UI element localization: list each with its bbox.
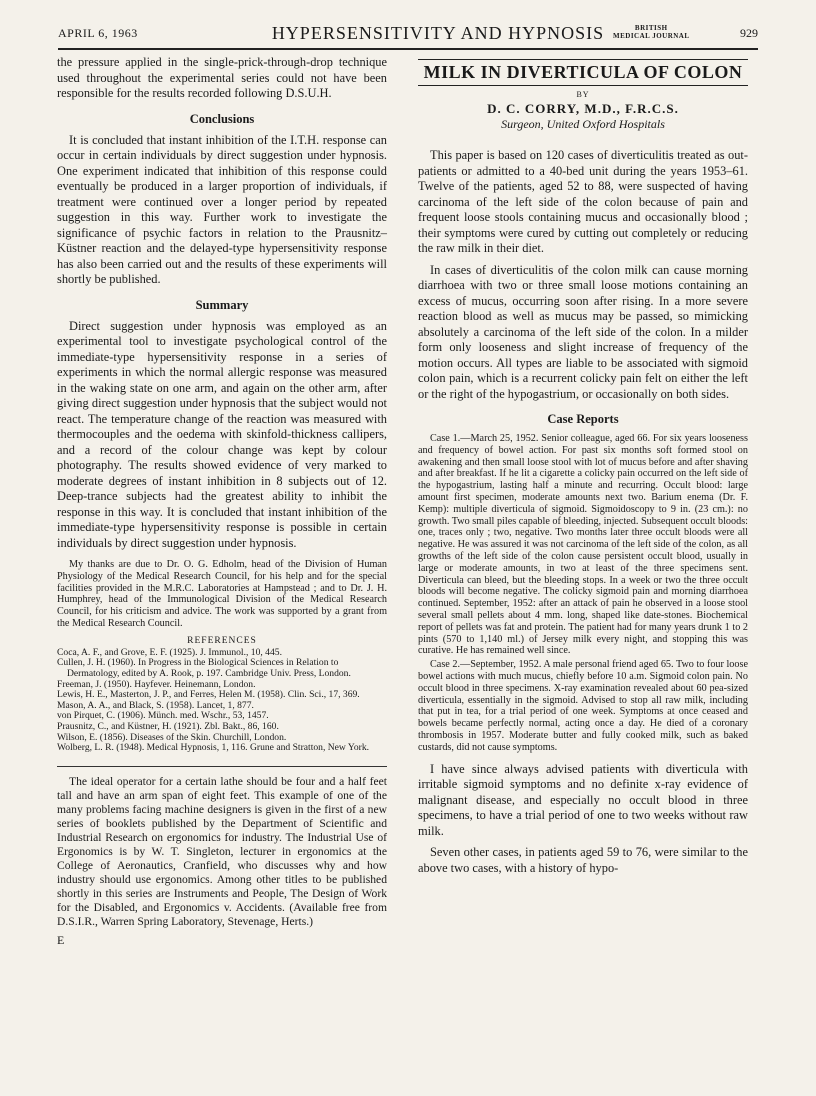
conclusions-heading: Conclusions xyxy=(189,111,255,126)
journal-name: BRITISH MEDICAL JOURNAL xyxy=(613,24,690,40)
references-list xyxy=(57,648,387,754)
left-column xyxy=(57,55,387,948)
reference-item: Freeman, J. (1950). Hayfever. Heinemann, London. xyxy=(57,678,256,690)
page-number: 929 xyxy=(740,26,758,40)
case-2-report: Case 2.—September, 1952. A male personal friend aged 65. Two to four loose bowel actions with much mucus, chiefly before 10 a.m. Sigmoid colon pain. No occult blood in three specimens. X-ray examination revealed about 60 pea-sized diverticula, essentially in the sigmoid. Advised to stop all raw milk, including that put in tea, for a trial period of one week. Symptoms at once ceased and bowels became perfectly normal, acting once a day. He died of a coronary thrombosis in 1957. Moderate butter and fully cooked milk, such as baked custards, did not cause symptoms. xyxy=(418,659,748,753)
ergonomics-notice: The ideal operator for a certain lathe should be four and a half feet tall and have an arm span of eight feet. This example of one of the many problems facing machine designers is given in the first of a new series of booklets published by the Department of Scientific and Industrial Research on ergonomics for industry. The Industrial Use of Ergonomics is by W. T. Singleton, lecturer in ergonomics at the College of Aeronautics, Cranfield, who discusses why and how industry should use ergonomics. Among other titles to be published shortly in this series are Instruments and People, The Design of Work for the Disabled, and Ergonomics v. Accidents. (Available free from D.S.I.R., Warren Spring Laboratory, Stevenage, Herts.) xyxy=(57,774,387,928)
conclusions-paragraph: It is concluded that instant inhibition of the I.T.H. response can occur in certain individuals by direct suggestion under hypnosis. One experiment indicated that inhibition of this response could eventually be produced in a larger proportion of individuals, if treatment were continued over a longer period by repeated suggestion in this way. Further work to investigate the significance of psychic factors in relation to the Prausnitz–Küstner reaction and the delayed-type hypersensitivity response has also been carried out and the results of these experiments will shortly be published. xyxy=(57,132,387,286)
reference-item: Mason, A. A., and Black, S. (1958). Lancet, 1, 877. xyxy=(57,699,254,711)
footer-mark: E xyxy=(57,932,65,947)
issue-date: APRIL 6, 1963 xyxy=(58,26,138,40)
reference-item: Coca, A. F., and Grove, E. F. (1925). J. Immunol., 10, 445. xyxy=(57,646,282,658)
section-divider xyxy=(57,766,387,767)
intro-paragraph: the pressure applied in the single-prick-through-drop technique used throughout the experimental series could not have been responsible for the results recorded following D.S.U.H. xyxy=(57,55,387,100)
case-1-report: Case 1.—March 25, 1952. Senior colleague, aged 66. For six years looseness and frequency of bowel action. For past six months soft formed stool on awakening and then small loose stool with lot of mucus before and after shaving and after breakfast. If he lit a cigarette a colicky pain occurred on the left side of the hypogastrium, lasting half a minute and recurring. Occult blood: large amount first specimen, moderate amounts next two. Barium enema (Dr. F. Kemp): multiple diverticula of sigmoid. Sigmoidoscopy to 9 in. (23 cm.): no growth. Two small piles capable of bleeding, injected. Subsequent occult bloods: one, traces only ; two, negative. Two months later three occult bloods were all negative. He was assured it was not carcinoma of the left side of the colon, as all growths of the left side of the colon cause persistent occult blood, usually in large or moderate amounts, in two at least of the three specimens sent. Diverticula can bleed, but the bleeding stops. In a week or two the three occult bloods will become negative. The colicky sigmoid pain and morning diarrhoea continued. September, 1952: after an attack of pain he observed in a loose stool several small pellets about 4 mm. long, shaped like date-stones. Biochemical report of pellets was fat and protein. The patient had for many years drunk 1 to 2 pints (570 to 1,140 ml.) of Jersey milk every night, and stopping this was curative. He has remained well since. xyxy=(418,433,748,657)
reference-item: Wilson, E. (1856). Diseases of the Skin. Churchill, London. xyxy=(57,731,287,743)
acknowledgements: My thanks are due to Dr. O. G. Edholm, head of the Division of Human Physiology of the Medical Research Council, for his help and for the special facilities provided in the M.R.C. Laboratories at Hampstead ; and to Dr. J. H. Humphrey, head of the Immunological Division of the Medical Research Council, for his criticism and advice. The work was supported by a grant from the Medical Research Council. xyxy=(57,559,387,629)
article-title: MILK IN DIVERTICULA OF COLON xyxy=(418,59,748,86)
reference-item: Prausnitz, C., and Küstner, H. (1921). Zbl. Bakt., 86, 160. xyxy=(57,720,279,732)
case-reports-heading: Case Reports xyxy=(547,412,619,426)
reference-item: Lewis, H. E., Masterton, J. P., and Ferres, Helen M. (1958). Clin. Sci., 17, 369. xyxy=(57,689,360,701)
byline-by: BY xyxy=(576,90,590,99)
reference-item: Wolberg, L. R. (1948). Medical Hypnosis, 1, 116. Grune and Stratton, New York. xyxy=(57,742,370,754)
running-header xyxy=(58,24,758,50)
references-heading: REFERENCES xyxy=(187,635,257,646)
body-paragraph: I have since always advised patients with diverticula with irritable sigmoid symptoms and no definite x-ray evidence of malignant disease, and especially no occult blood in three specimens, to have a trial period of one to two weeks without raw milk. xyxy=(418,761,748,838)
body-paragraph: Seven other cases, in patients aged 59 to 76, were similar to the above two cases, with a history of hypo- xyxy=(418,845,748,875)
reference-item: Cullen, J. H. (1960). In Progress in the Biological Sciences in Relation to Dermatology, edited by A. Rook, p. 197. Cambridge Univ. Press, London. xyxy=(57,657,351,679)
summary-paragraph: Direct suggestion under hypnosis was employed as an experimental tool to investigate psychological control of the immediate-type hypersensitivity response in a series of experiments in which the normal allergic response was measured in the waking state on one arm, and again on the other arm, after giving direct suggestion under hypnosis that the subject would not react. The temperature change of the reaction was measured with thermocouples and the oedema with skinfold-thickness callipers, and a record of the colour change was kept by colour photography. The results showed evidence of very marked to moderate degrees of instant inhibition in 8 subjects out of 12. Deep-trance subjects had the greatest ability to inhibit the response in this way. It is concluded that instant inhibition of the immediate-type hypersensitivity response is possible in certain individuals by direct suggestion under hypnosis. xyxy=(57,318,387,550)
right-column xyxy=(418,55,748,876)
reference-item: von Pirquet, C. (1906). Münch. med. Wschr., 53, 1457. xyxy=(57,710,269,722)
body-paragraph: In cases of diverticulitis of the colon milk can cause morning diarrhoea with two or three small loose motions containing an excess of mucus, occurring soon after rising. In a more severe reaction blood as well as mucus may be passed, so mimicking absolutely a carcinoma of the left side of the colon. In a milder form only looseness and slight increase of frequency of the motion occurs. All types are liable to be associated with sigmoid colon pain, which is a recurrent colicky pain felt on either the left or the right of the hypogastrium, or occasionally on both sides. xyxy=(418,262,748,401)
author-name: D. C. CORRY, M.D., F.R.C.S. xyxy=(487,101,679,116)
summary-heading: Summary xyxy=(195,297,249,312)
author-affiliation: Surgeon, United Oxford Hospitals xyxy=(501,117,665,131)
running-title: HYPERSENSITIVITY AND HYPNOSIS xyxy=(271,23,605,43)
body-paragraph: This paper is based on 120 cases of diverticulitis treated as out-patients or admitted to a 40-bed unit during the years 1953–61. Twelve of the patients, aged 52 to 88, were suspected of having carcinoma of the left side of the colon because of pain and frequent loose stools containing mucus and occasionally blood ; their symptoms were cured by cutting out completely or reducing the raw milk in their diet. xyxy=(418,148,748,255)
